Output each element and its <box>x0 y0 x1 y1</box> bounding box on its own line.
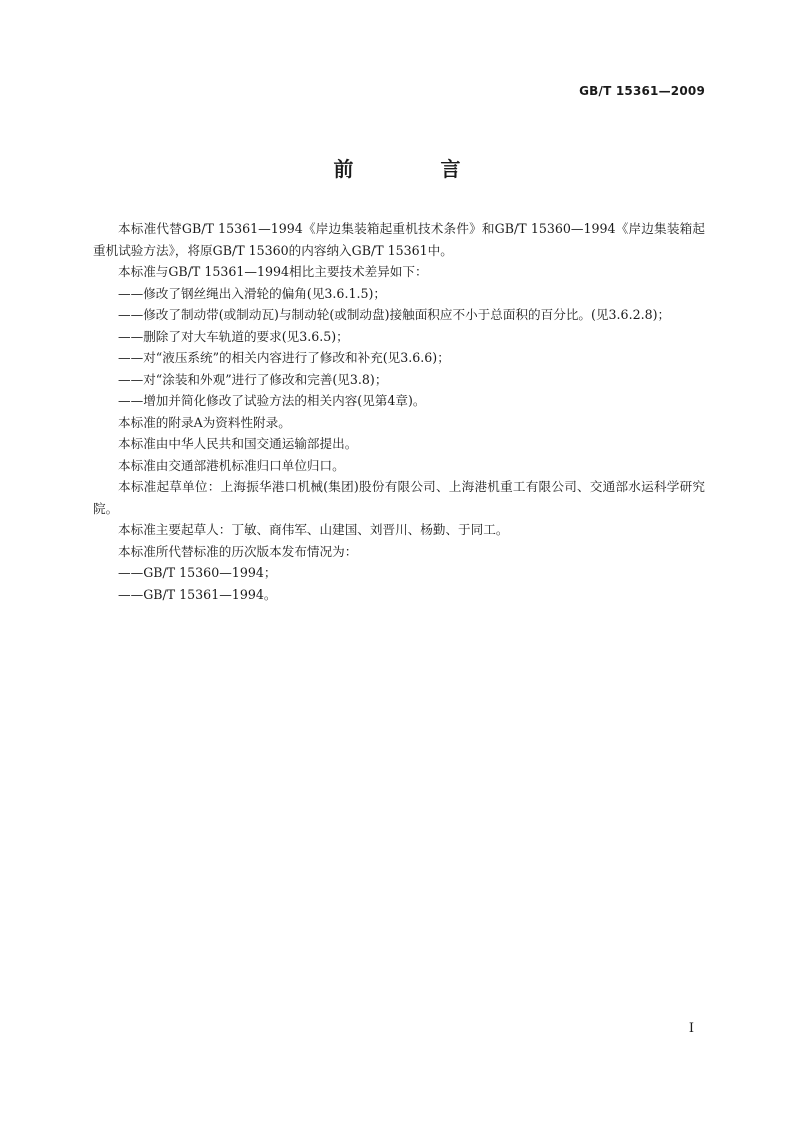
paragraph: 本标准与GB/T 15361—1994相比主要技术差异如下： <box>118 264 428 279</box>
list-item: ——删除了对大车轨道的要求(见3.6.5)； <box>118 328 349 344</box>
list-item: ——增加并简化修改了试验方法的相关内容(见第4章)。 <box>118 393 426 408</box>
list-item: ——修改了钢丝绳出入滑轮的偏角(见3.6.1.5)； <box>118 285 386 301</box>
foreword-body <box>93 218 705 605</box>
paragraph: 本标准的附录A为资料性附录。 <box>118 414 291 430</box>
paragraph: 本标准所代替标准的历次版本发布情况为： <box>118 543 358 559</box>
page-number: I <box>688 1021 694 1036</box>
paragraph: 本标准代替GB/T 15361—1994《岸边集装箱起重机技术条件》和GB/T 15360—1994《岸边集装箱起重机试验方法》，将原GB/T 15360的内容纳入GB/T 15361中。 <box>93 221 705 258</box>
page-title: 前 言 <box>333 157 501 181</box>
list-item: ——对“涂装和外观”进行了修改和完善(见3.8)； <box>118 371 388 387</box>
paragraph: 本标准主要起草人：丁敏、商伟军、山建国、刘晋川、杨勤、于同工。 <box>118 522 509 537</box>
list-item: ——修改了制动带(或制动瓦)与制动轮(或制动盘)接触面积应不小于总面积的百分比。(见3.6.2.8)； <box>118 307 671 322</box>
standard-code: GB/T 15361—2009 <box>579 84 705 98</box>
paragraph: 本标准由中华人民共和国交通运输部提出。 <box>118 436 358 451</box>
paragraph: 本标准起草单位：上海振华港口机械(集团)股份有限公司、上海港机重工有限公司、交通部水运科学研究院。 <box>93 479 705 516</box>
list-item: ——对“液压系统”的相关内容进行了修改和补充(见3.6.6)； <box>118 350 450 365</box>
list-item: ——GB/T 15360—1994； <box>118 565 277 580</box>
list-item: ——GB/T 15361—1994。 <box>118 586 277 602</box>
paragraph: 本标准由交通部港机标准归口单位归口。 <box>118 457 345 473</box>
